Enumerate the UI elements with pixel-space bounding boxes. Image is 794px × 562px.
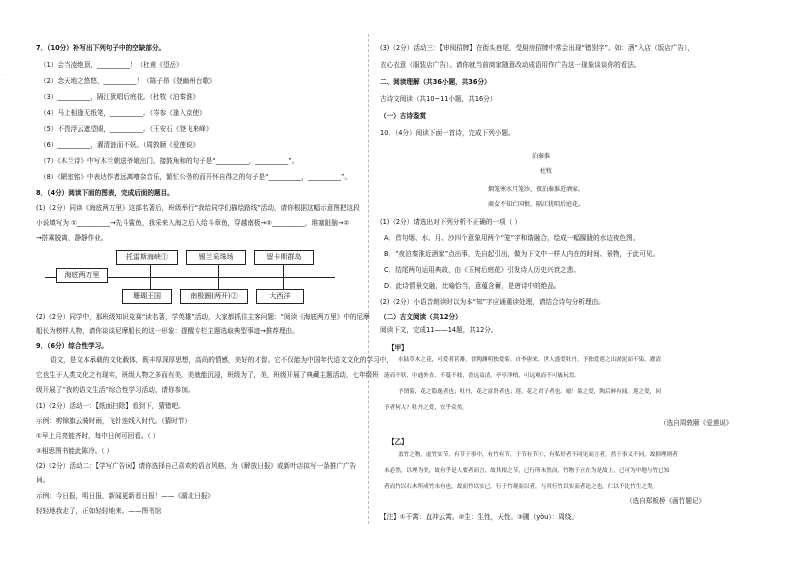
passage-label: 【乙】 — [388, 438, 408, 446]
passage-jia: 涟而不妖，中通外直，不蔓不枝，香远益清，亭亭净植，可远观而不可亵玩焉。 — [384, 373, 580, 379]
q9-2-text: 词。 — [36, 476, 50, 484]
map-node: 锡兰采珠场 — [186, 250, 246, 265]
q9-2-example: 轻轻地我走了，正如轻轻地来。——图书馆 — [36, 507, 162, 515]
map-start-node: 海底两万里 — [56, 268, 108, 283]
poem-line: 烟笼寒水月笼沙，夜泊秦淮近酒家。 — [488, 186, 585, 193]
footnote: 【注】①干霄：直冲云霄。②生：生性，天性。③圃（yòu）：周绕。 — [380, 513, 578, 521]
q9-1-item: ①早上月亮能齐时，每中日何可回看。（ ） — [36, 432, 160, 440]
q9-3-text: (3)（2分）活动三：【审阅招牌】在街头巷尾，受厨房招牌中常会出现“错别字”。如：酒”入店（饭店广告）， — [380, 44, 694, 52]
q8-2-text: 船长为榜样人物，请你谈谈尼摩船长的这一形象：提醒专栏主题选取典型事迹→推荐理由。 — [36, 327, 299, 335]
q7-line: （5）不畏浮云遮望眼，__________。（王安石《登飞来峰》 — [40, 125, 213, 133]
q9-1-example: 示例：剪锦旗云骑时雨，飞针连线入时代。（猜时节） — [36, 417, 191, 425]
q7-heading: 7．（10分）补写出下列句子中的空缺部分。 — [36, 44, 166, 52]
q9-1-text: (1)（2分）活动一：【纸面扫除】看到下，猜错吧。 — [36, 402, 185, 410]
passage-jia: 予谓菊，花之隐逸者也；牡丹，花之富贵者也；莲，花之君子者也。噫！菊之爱，陶后鲜有闻。莲之爱，同 — [398, 389, 661, 395]
passage-yi: 盖竹之物，虚竹实节，有节于事中，有竹有节，于节有节①，有私好者不同见而言者，然于事义不同。故抑理则者 — [398, 452, 678, 458]
q7-line: （8）《陋室铭》中表达作者远离嘈杂音乐，繁忙公务的而开怀自得之的句子是“__________，__________”。 — [40, 173, 352, 181]
q8-heading: 8．（4分）阅读下面的图表，完成后面的题目。 — [36, 189, 174, 197]
q8-1-text: (1)（2分）同读《海底两万里》这部名著后，班级举行“我给同学们描绘路线”活动，请你根据这幅示意图把这段 — [36, 204, 360, 212]
q8-1-text: 小说填写为 ①__________→先斗鲨鱼，我采来入海之后入给斗章鱼，穿越南极→②__________，堆塞脏脑→② — [36, 219, 350, 227]
option: C．结尾两句运用典故，由《玉树后庭花》引发诗人历史兴衰之悲。 — [384, 266, 580, 274]
map-node: 珊瑚王国 — [122, 289, 172, 304]
passage-yi: 者而竹以石木所成竹未有也，故而竹以实已。行于竹观而以者，与其行竹以实而者论之也，仁以不比竹生之类。 — [384, 484, 659, 490]
poem-line: 商女不知亡国恨，隔江犹唱后庭花。 — [488, 201, 585, 208]
column-divider — [368, 34, 369, 524]
q11-2-text: (2)（2分）小语音朗读时以为本“知”字应诵重读处理，请结合诗句分析理由。 — [380, 298, 605, 306]
q7-line: （3）__________，隔江犹唱后庭花。（杜牧《泊秦淮》 — [40, 93, 200, 101]
poem-author: 杜牧 — [540, 168, 553, 175]
map-connector — [218, 263, 219, 291]
passage-source: （选自郑板桥《画竹题记》 — [626, 497, 706, 505]
q9-3-text: 衣心衣意（服装店广告）。请你就当前商家随意改动成语用作广告这一现象谈谈你的看法。 — [380, 61, 641, 69]
map-connector — [150, 263, 151, 291]
q9-1-item: ②相思图书能此陈冷。（ ） — [36, 447, 114, 455]
option: D．此诗情景交融，比喻恰当，意蕴含蓄，是唐诗中的绝品。 — [384, 282, 561, 290]
section-heading: 古诗文阅读（共10~11小题，共16分） — [380, 95, 497, 103]
q7-line: （2）念天地之悠悠，__________！（陈子昂《登幽州台歌》 — [40, 77, 216, 85]
q9-heading: 9．（6分）综合性学习。 — [36, 342, 108, 350]
poem-title: 泊秦淮 — [532, 153, 551, 160]
q9-2-text: (2)（2分）活动二：【学写广告词】请你选择自己喜欢的语言风格，为《解放日报》或新叶店拟写一条推广广告 — [36, 462, 357, 470]
instruction: 阅读下文，完成11——14题，共12分。 — [380, 326, 498, 334]
option: A．首句烟、水、月、沙四个意象用两个“笼”字和谐融合，绘成一幅朦胧的水边夜色图。 — [384, 234, 640, 242]
passage-yi: 未必然，以理为美，故有乎是人要者而言，故其根之节，已行所未然而，竹物于立在为是故上，已可为中地与竹已知 — [384, 468, 670, 474]
q7-line: （7）《木兰诗》中写木兰朝送爷娘出门，接鼓角和的句子是“__________，__________”。 — [40, 157, 299, 165]
q9-paragraph: 语文，是文本承载的文化载体，既丰厚深厚思想，高尚的情感，美好的才智。它不仅能为中国年代语文文化的学习中， — [50, 356, 393, 364]
map-node: 托雷斯海峡① — [116, 250, 178, 265]
map-node: 大西洋 — [256, 289, 304, 304]
q8-1-text: →搭乘脱离，静静作业。 — [36, 234, 108, 242]
part2-heading: 二、阅读理解（共36小题，共36分） — [380, 78, 491, 86]
q8-2-text: (2)（2分）同学中，那班级知识竞赛“读名著，学英雄”活动，大家都抓住主客问题：“阅读《海底两万里》中的尼摩 — [36, 313, 370, 321]
q9-paragraph: 它也生于人类文化之有现实，班级人物之多而有美，美就能沉浸，班级为了，美，班级开展了典藏主题活动，七年级班 — [36, 371, 379, 379]
q7-line: （4）马上相逢无纸笔，__________。（岑参《逢入京使》 — [40, 109, 206, 117]
section-heading: （二）古文阅读（共12分） — [380, 313, 462, 321]
q7-line: （1）会当凌绝顶，__________！（杜甫《望岳》 — [40, 61, 183, 69]
map-node: 留卡斯群岛 — [254, 250, 314, 265]
q9-paragraph: 级开展了“我的语文生活”综合性学习活动，请你参加。 — [36, 386, 195, 394]
passage-jia: 水陆草木之花，可爱者甚蕃。晋陶渊明独爱菊。自李唐来，世人盛爱牡丹。予独爱莲之出淤泥而不染，濯清 — [398, 357, 661, 363]
binding-margin: … — [4, 71, 8, 76]
q11-1-text: (1)（2分）请选出对下列分析不正确的一项（ ） — [380, 218, 521, 226]
map-connector — [283, 263, 284, 291]
q9-2-example: 示例：今日报，明日报，新闻更新看日报！——《湖北日报》 — [36, 492, 215, 500]
q7-line: （6）__________，濯清涟而不妖。（周敦颐《爱莲说》 — [40, 141, 200, 149]
map-node: 南极圈(两开)② — [180, 289, 248, 304]
section-heading: （一）古诗鉴赏 — [380, 112, 427, 120]
option: B．“夜泊秦淮近酒家”点出事，先自起引出，做为下文中一样人内在的时间、景物，于此可见。 — [384, 250, 660, 258]
q10-heading: 10．（4分）阅读下面一首诗，完成下列小题。 — [380, 129, 515, 137]
passage-source: （选自周敦颐《爱莲说》 — [660, 419, 733, 427]
passage-jia: 予者何人？牡丹之爱，宜乎众矣。 — [384, 405, 468, 411]
passage-label: 【甲】 — [388, 344, 408, 352]
